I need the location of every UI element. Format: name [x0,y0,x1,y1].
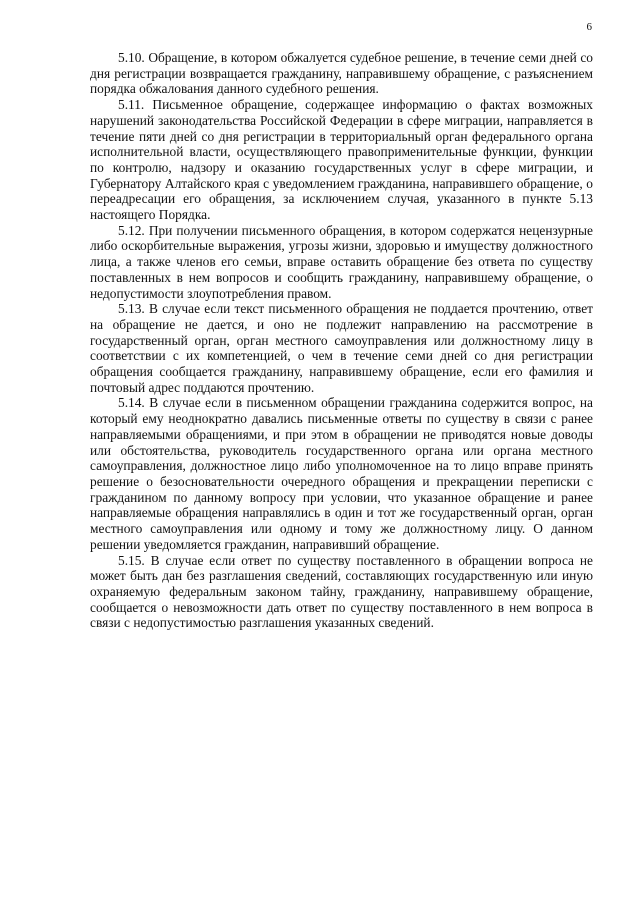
paragraph-5-10: 5.10. Обращение, в котором обжалуется судебное решение, в течение семи дней со дня регистрации возвращается гражданину, направившему обращение, с разъяснением порядка обжалования данного судебного решения. [90,50,593,97]
paragraph-5-15: 5.15. В случае если ответ по существу поставленного в обращении вопроса не может быть дан без разглашения сведений, составляющих государственную или иную охраняемую федеральным законом тайну, гражданину, направившему обращение, сообщается о невозможности дать ответ по существу поставленного в нем вопроса в связи с недопустимостью разглашения указанных сведений. [90,552,593,631]
paragraph-5-11: 5.11. Письменное обращение, содержащее информацию о фактах возможных нарушений законодательства Российской Федерации в сфере миграции, направляется в течение пяти дней со дня регистрации в территориальный орган федерального органа исполнительной власти, осуществляющего правоприменительные функции, функции по контролю, надзору и оказанию государственных услуг в сфере миграции, и Губернатору Алтайского края с уведомлением гражданина, направившего обращение, о переадресации его обращения, за исключением случая, указанного в пункте 5.13 настоящего Порядка. [90,97,593,223]
page-number: 6 [586,21,592,33]
paragraph-5-12: 5.12. При получении письменного обращения, в котором содержатся нецензурные либо оскорбительные выражения, угрозы жизни, здоровью и имуществу должностного лица, а также членов его семьи, вправе оставить обращение без ответа по существу поставленных в нем вопросов и сообщить гражданину, направившему обращение, о недопустимости злоупотребления правом. [90,222,593,301]
document-body [90,50,593,631]
paragraph-5-13: 5.13. В случае если текст письменного обращения не поддается прочтению, ответ на обращение не дается, и оно не подлежит направлению на рассмотрение в государственный орган, орган местного самоуправления или должностному лицу в соответствии с их компетенцией, о чем в течение семи дней со дня регистрации обращения сообщается гражданину, направившему обращение, если его фамилия и почтовый адрес поддаются прочтению. [90,301,593,395]
paragraph-5-14: 5.14. В случае если в письменном обращении гражданина содержится вопрос, на который ему неоднократно давались письменные ответы по существу в связи с ранее направляемыми обращениями, и при этом в обращении не приводятся новые доводы или обстоятельства, руководитель государственного органа или органа местного самоуправления, должностное лицо либо уполномоченное на то лицо вправе принять решение о безосновательности очередного обращения и прекращении переписки с гражданином по данному вопросу при условии, что указанное обращение и ранее направляемые обращения направлялись в один и тот же государственный орган, орган местного самоуправления или одному и тому же должностному лицу. О данном решении уведомляется гражданин, направивший обращение. [90,395,593,552]
